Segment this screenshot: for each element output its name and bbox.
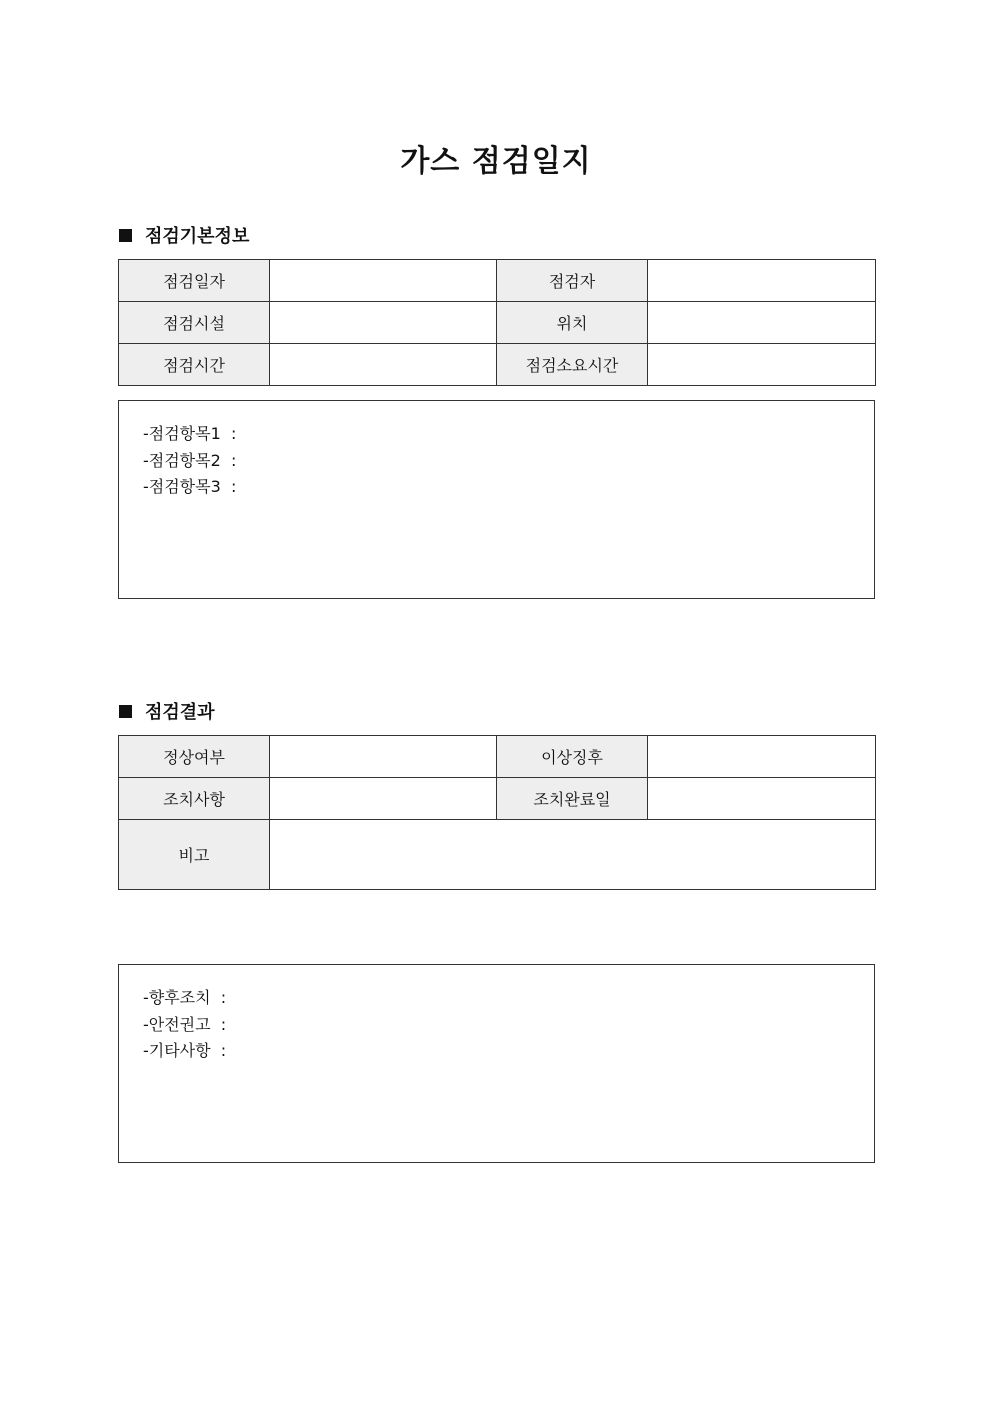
- table-row: [119, 260, 876, 302]
- square-bullet-icon: [119, 229, 132, 242]
- field-label: 위치: [497, 302, 648, 344]
- follow-up-list: [119, 965, 874, 1065]
- list-item: -안전권고 :: [143, 1014, 227, 1034]
- section-heading-result: [119, 698, 215, 724]
- remarks-field[interactable]: [270, 820, 876, 890]
- list-item: -점검항목1 :: [143, 424, 237, 443]
- table-row: [119, 778, 876, 820]
- field-label: 점검시설: [119, 302, 270, 344]
- location-field[interactable]: [648, 302, 876, 344]
- field-label: 조치사항: [119, 778, 270, 820]
- table-row: [119, 344, 876, 386]
- inspection-date-field[interactable]: [270, 260, 497, 302]
- anomaly-field[interactable]: [648, 736, 876, 778]
- document-title: 가스 점검일지: [400, 144, 592, 179]
- action-taken-field[interactable]: [270, 778, 497, 820]
- field-label: 비고: [119, 820, 270, 890]
- square-bullet-icon: [119, 705, 132, 718]
- inspection-time-field[interactable]: [270, 344, 497, 386]
- field-label: 점검시간: [119, 344, 270, 386]
- field-label: 점검소요시간: [497, 344, 648, 386]
- section-heading-label: 점검기본정보: [145, 226, 250, 247]
- section-heading-basic-info: [119, 222, 249, 248]
- inspection-items-box[interactable]: [118, 400, 875, 599]
- facility-field[interactable]: [270, 302, 497, 344]
- completion-date-field[interactable]: [648, 778, 876, 820]
- inspection-items-list: [119, 401, 874, 501]
- inspector-field[interactable]: [648, 260, 876, 302]
- section-heading-label: 점검결과: [145, 702, 215, 723]
- field-label: 조치완료일: [497, 778, 648, 820]
- duration-field[interactable]: [648, 344, 876, 386]
- follow-up-box[interactable]: [118, 964, 875, 1163]
- basic-info-table: [118, 259, 876, 386]
- result-table: [118, 735, 876, 890]
- list-item: -향후조치 :: [143, 988, 227, 1007]
- list-item: -점검항목2 :: [143, 450, 237, 470]
- table-row: [119, 302, 876, 344]
- normal-status-field[interactable]: [270, 736, 497, 778]
- table-row: [119, 736, 876, 778]
- table-row: [119, 820, 876, 890]
- list-item: -점검항목3 :: [143, 477, 237, 496]
- field-label: 점검일자: [119, 260, 270, 302]
- field-label: 이상징후: [497, 736, 648, 778]
- list-item: -기타사항 :: [143, 1041, 227, 1060]
- field-label: 점검자: [497, 260, 648, 302]
- field-label: 정상여부: [119, 736, 270, 778]
